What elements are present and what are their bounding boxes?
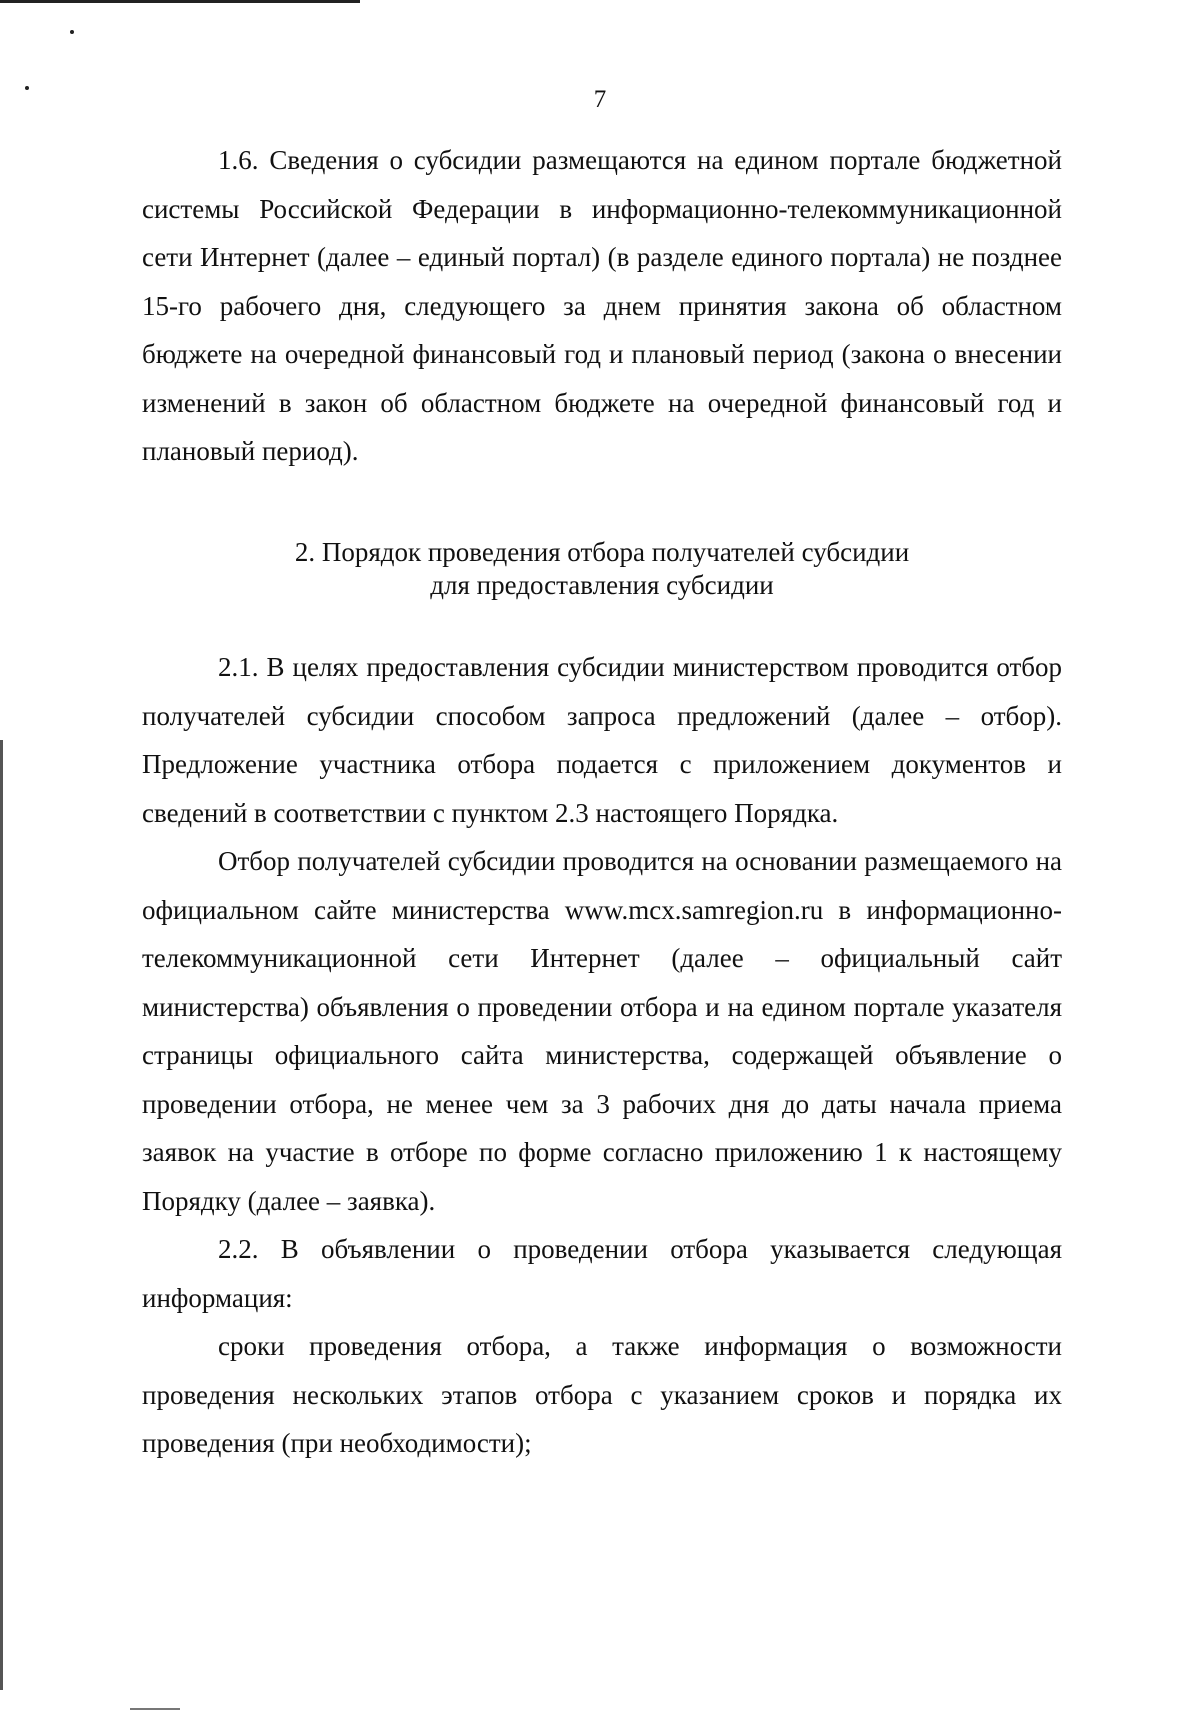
scan-bottom-mark [130, 1708, 180, 1710]
paragraph-2-1: 2.1. В целях предоставления субсидии министерством проводится отбор получателей субсидии способом запроса предложений (далее – отбор). Предложение участника отбора подается с приложением документов и сведений в соответствии с пунктом 2.3 настоящего Порядка. [142, 652, 1062, 828]
paragraph-2-2: 2.2. В объявлении о проведении отбора указывается следующая информация: [142, 1234, 1062, 1313]
paragraph-selection: Отбор получателей субсидии проводится на основании размещаемого на официальном сайте министерства www.mcx.samregion.ru в информационно-телекоммуникационной сети Интернет (далее – официальный сайт министерства) объявления о проведении отбора и на едином портале указателя страницы официального сайта министерства, содержащей объявление о проведении отбора, не менее чем за 3 рабочих дня до даты начала приема заявок на участие в отборе по форме согласно приложению 1 к настоящему Порядку (далее – заявка). [142, 846, 1062, 1216]
heading-line-2: для предоставления субсидии [430, 570, 774, 600]
paragraph-1-6: 1.6. Сведения о субсидии размещаются на едином портале бюджетной системы Российской Федерации в информационно-телекоммуникационной сети Интернет (далее – единый портал) (в разделе единого портала) не позднее 15-го рабочего дня, следующего за днем принятия закона об областном бюджете на очередной финансовый год и плановый период (закона о внесении изменений в закон об областном бюджете на очередной финансовый год и плановый период). [142, 145, 1062, 466]
scan-dot [70, 30, 74, 34]
page-number: 7 [593, 86, 607, 113]
scan-edge-line [0, 0, 360, 3]
paragraph-terms: сроки проведения отбора, а также информация о возможности проведения нескольких этапов отбора с указанием сроков и порядка их проведения (при необходимости); [142, 1331, 1062, 1458]
section-2-heading [142, 536, 1062, 602]
scan-left-edge [0, 740, 3, 1690]
heading-line-1: 2. Порядок проведения отбора получателей субсидии [294, 537, 910, 567]
section-1-6 [142, 136, 1062, 476]
section-2-body [142, 643, 1062, 1468]
